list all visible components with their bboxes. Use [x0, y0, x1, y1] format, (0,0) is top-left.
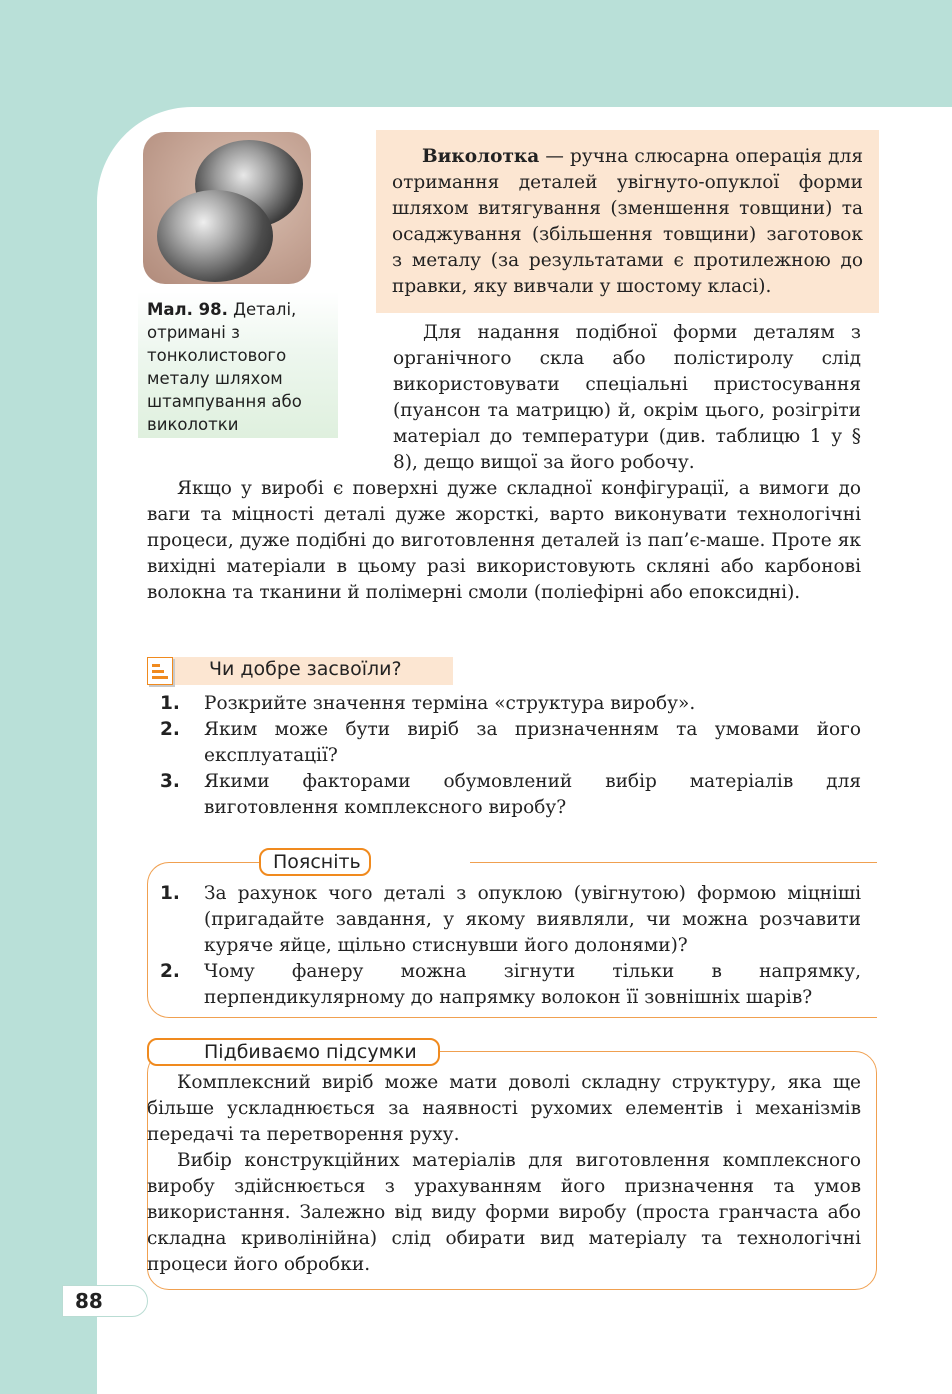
summary-paragraph: Комплексний виріб може мати доволі складну структуру, яка ще більше ускладнюється за наявності рухомих елементів і механізмів передачі та перетворення руху.: [147, 1072, 861, 1145]
body-paragraph: Якщо у виробі є поверхні дуже складної конфігурації, а вимоги до ваги та міцності деталі дуже жорсткі, варто виконувати технологічні процеси, дуже подібні до виготовлення деталей із пап’є-маше. Проте як вихідні матеріали в цьому разі використовують скляні або карбонові волокна та тканини й полімерні смоли (поліефірні або епоксидні).: [147, 478, 861, 603]
figure-photo-bowls: [143, 132, 311, 284]
definition-term: Виколотка: [422, 146, 540, 167]
definition-text: — ручна слюсарна операція для отримання деталей увігнуто-опуклої форми шляхом витягування (зменшення товщини) та осаджування (збільшення товщини) заготовок з металу (за результатами є протилежною до правки, яку вивчали у шостому класі).: [392, 146, 863, 297]
summary-text: [147, 1070, 861, 1278]
page-number: 88: [62, 1285, 148, 1317]
list-icon: [147, 657, 173, 685]
questions-title: Чи добре засвоїли?: [209, 658, 402, 680]
explain-title: Поясніть: [259, 848, 371, 876]
list-item: 2. Чому фанеру можна зігнути тільки в напрямку, перпендикулярному до напрямку волокон її зовнішніх шарів?: [160, 961, 861, 1008]
questions-list: [157, 691, 861, 821]
definition-box: [376, 130, 879, 313]
questions-header: [147, 657, 453, 685]
metal-bowl-image: [157, 190, 273, 282]
list-item: 2. Яким може бути виріб за призначенням та умовами його експлуатації?: [160, 719, 861, 766]
summary-title: Підбиваємо підсумки: [147, 1038, 440, 1066]
list-item: 3. Якими факторами обумовлений вибір матеріалів для виготовлення комплексного виробу?: [160, 771, 861, 818]
figure-caption-label: Мал. 98.: [147, 300, 228, 319]
list-item: 1. За рахунок чого деталі з опуклою (увігнутою) формою міцніші (пригадайте завдання, у якому виявляли, чи можна розчавити куряче яйце, щільно стиснувши його долонями)?: [160, 883, 861, 956]
body-paragraph: Для надання подібної форми деталям з органічного скла або полістиролу слід використовувати спеціальні пристосування (пуансон та матрицю) й, окрім цього, розігріти матеріал до температури (див. таблицю 1 у § 8), дещо вищої за його робочу.: [393, 322, 861, 473]
definition-paragraph: [392, 144, 863, 300]
explain-list: [157, 881, 861, 1011]
summary-paragraph: Вибір конструкційних матеріалів для виготовлення комплексного виробу здійснюється з урахуванням його призначення та умов використання. Залежно від виду форми виробу (проста гранчаста або складна криволінійна) слід обирати вид матеріалу та технологічні процеси його обробки.: [147, 1150, 861, 1275]
figure-caption: [138, 292, 338, 438]
list-item: 1. Розкрийте значення терміна «структура виробу».: [160, 693, 696, 714]
figure-caption-text: Деталі, отримані з тонколистового металу шляхом штампування або виколотки: [147, 300, 302, 434]
